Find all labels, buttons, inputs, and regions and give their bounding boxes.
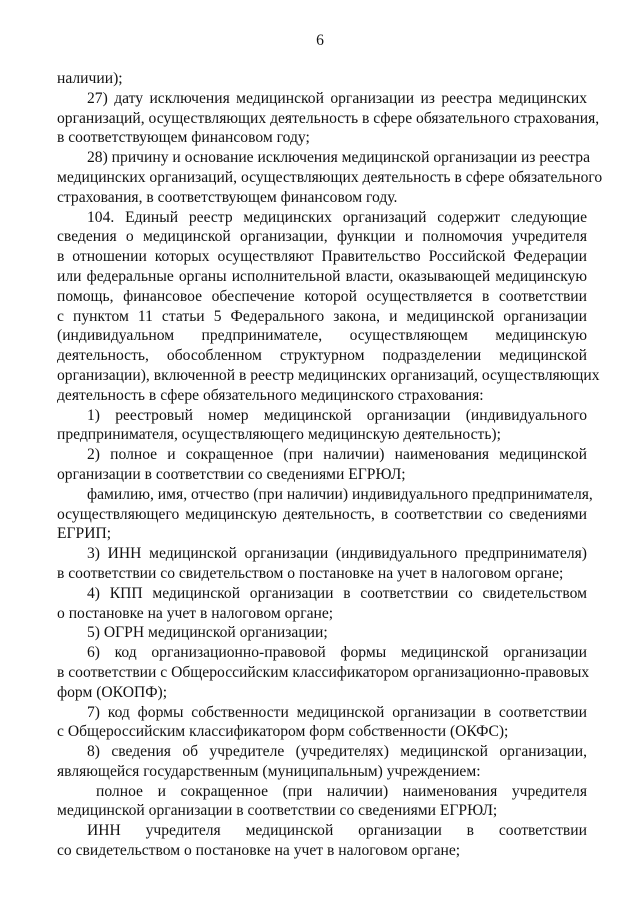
text-line: 27) дату исключения медицинской организации из реестра медицинских — [87, 89, 587, 107]
text-line: медицинских организаций, осуществляющих деятельность в сфере обязательного — [57, 168, 603, 186]
text-line: 8) сведения об учредителе (учредителях) медицинской организации, — [87, 743, 587, 761]
text-line: или федеральные органы исполнительной власти, оказывающей медицинскую — [57, 267, 587, 285]
text-line: помощь, финансовое обеспечение которой осуществляется в соответствии — [57, 287, 587, 305]
text-line: полное и сокращенное (при наличии) наименования учредителя — [96, 782, 587, 800]
text-line: являющейся государственным (муниципальным) учреждением: — [57, 762, 481, 780]
text-line: 5) ОГРН медицинской организации; — [87, 624, 328, 642]
text-line: организации), включенной в реестр медицинских организаций, осуществляющих — [57, 366, 600, 384]
page-number: 6 — [316, 32, 324, 49]
text-line: фамилию, имя, отчество (при наличии) индивидуального предпринимателя, — [87, 485, 593, 503]
text-line: 2) полное и сокращенное (при наличии) наименования медицинской — [87, 446, 587, 464]
text-line: ЕГРИП; — [57, 525, 112, 543]
text-line: организаций, осуществляющих деятельность в сфере обязательного страхования, — [57, 109, 600, 127]
text-line: осуществляющего медицинскую деятельность, в соответствии со сведениями — [57, 505, 587, 523]
text-line: форм (ОКОПФ); — [57, 683, 168, 701]
text-line: деятельность, обособленном структурном подразделении медицинской — [57, 347, 587, 365]
text-line: страхования, в соответствующем финансовом году. — [57, 188, 398, 206]
text-line: в соответствующем финансовом году; — [57, 129, 310, 147]
document-body — [57, 69, 603, 861]
text-line: 6) код организационно-правовой формы медицинской организации — [87, 644, 587, 662]
text-line: 3) ИНН медицинской организации (индивидуального предпринимателя) — [87, 545, 587, 563]
text-line: с Общероссийским классификатором форм собственности (ОКФС); — [57, 723, 509, 741]
text-line: в соответствии со свидетельством о постановке на учет в налоговом органе; — [57, 564, 564, 582]
text-line: 7) код формы собственности медицинской организации в соответствии — [87, 703, 587, 721]
text-line: деятельность в сфере обязательного медицинского страхования: — [57, 386, 484, 404]
text-line: организации в соответствии со сведениями ЕГРЮЛ; — [57, 465, 406, 483]
text-line: 28) причину и основание исключения медицинской организации из реестра — [87, 149, 591, 167]
text-line: (индивидуальном предпринимателе, осуществляющем медицинскую — [57, 327, 587, 345]
text-line: с пунктом 11 статьи 5 Федерального закона, и медицинской организации — [57, 307, 587, 325]
text-line: наличии); — [57, 70, 123, 87]
text-line: 104. Единый реестр медицинских организаций содержит следующие — [87, 208, 587, 226]
text-line: медицинской организации в соответствии со сведениями ЕГРЮЛ; — [57, 802, 498, 820]
text-line: сведения о медицинской организации, функции и полномочия учредителя — [57, 228, 587, 246]
text-line: со свидетельством о постановке на учет в налоговом органе; — [57, 842, 461, 860]
text-line: ИНН учредителя медицинской организации в соответствии — [87, 822, 587, 840]
text-line: 1) реестровый номер медицинской организации (индивидуального — [87, 406, 587, 424]
text-line: 4) КПП медицинской организации в соответствии со свидетельством — [87, 584, 587, 602]
text-line: предпринимателя, осуществляющего медицинскую деятельность); — [57, 426, 501, 444]
text-line: о постановке на учет в налоговом органе; — [57, 604, 334, 622]
text-line: в отношении которых осуществляют Правительство Российской Федерации — [57, 248, 587, 266]
text-line: в соответствии с Общероссийским классификатором организационно-правовых — [57, 663, 590, 681]
